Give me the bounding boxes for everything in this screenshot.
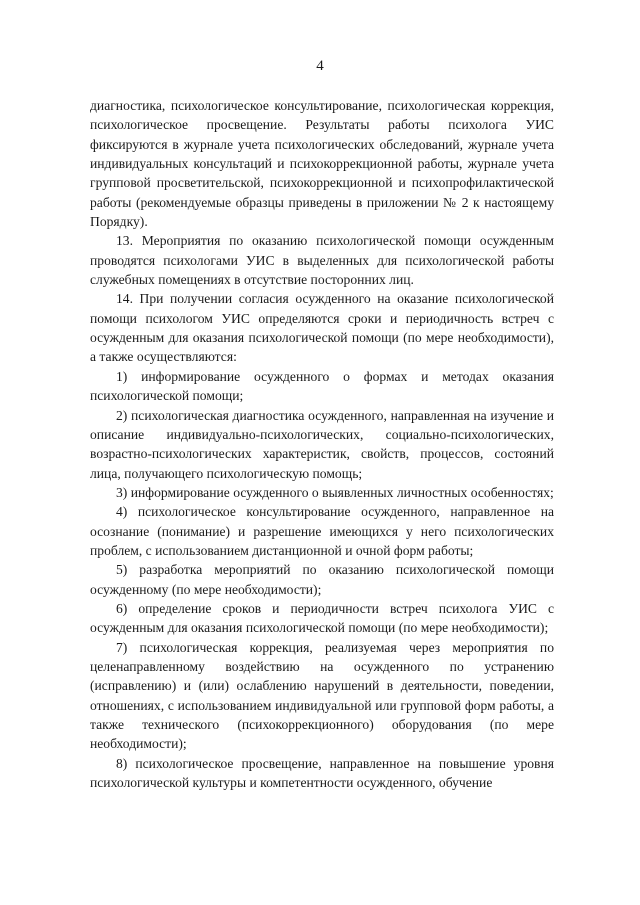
list-item-7: 7) психологическая коррекция, реализуемая через мероприятия по целенаправленному воздействию на осужденного по устранению (исправлению) и (или) ослаблению нарушений в деятельности, поведении, отношениях, с использованием индивидуальной или групповой форм работы, а также технического (психокоррекционного) оборудования (по мере необходимости); (90, 639, 554, 752)
list-item-3: 3) информирование осужденного о выявленных личностных особенностях; (116, 484, 554, 500)
paragraph-continuation: диагностика, психологическое консультирование, психологическая коррекция, психологическое просвещение. Результаты работы психолога УИС фиксируются в журнале учета психологических обследований, журнале учета индивидуальных консультаций и психокоррекционной работы, журнале учета групповой просветительской, психокоррекционной и психопрофилактической работы (рекомендуемые образцы приведены в приложении № 2 к настоящему Порядку). (90, 98, 554, 230)
paragraph-13: 13. Мероприятия по оказанию психологической помощи осужденным проводятся психологами УИС в выделенных для психологической работы служебных помещениях в отсутствие посторонних лиц. (90, 233, 554, 288)
paragraph-14: 14. При получении согласия осужденного на оказание психологической помощи психологом УИС определяются сроки и периодичность встреч с осужденным для оказания психологической помощи (по мере необходимости), а также осуществляются: (90, 291, 554, 365)
list-item-6: 6) определение сроков и периодичности встреч психолога УИС с осужденным для оказания психологической помощи (по мере необходимости); (90, 600, 554, 636)
list-item-5: 5) разработка мероприятий по оказанию психологической помощи осужденному (по мере необходимости); (90, 562, 554, 597)
list-item-1: 1) информирование осужденного о формах и методах оказания психологической помощи; (90, 368, 554, 404)
list-item-4: 4) психологическое консультирование осужденного, направленное на осознание (понимание) и разрешение имеющихся у него психологических проблем, с использованием дистанционной и очной форм работы; (90, 504, 554, 558)
list-item-2: 2) психологическая диагностика осужденного, направленная на изучение и описание индивидуально-психологических, социально-психологических, возрастно-психологических характеристик, свойств, процессов, состояний лица, получающего психологическую помощь; (90, 407, 554, 481)
document-body (90, 96, 554, 792)
list-item-8: 8) психологическое просвещение, направленное на повышение уровня психологической культуры и компетентности осужденного, обучение (90, 755, 554, 791)
page-number: 4 (316, 58, 324, 74)
